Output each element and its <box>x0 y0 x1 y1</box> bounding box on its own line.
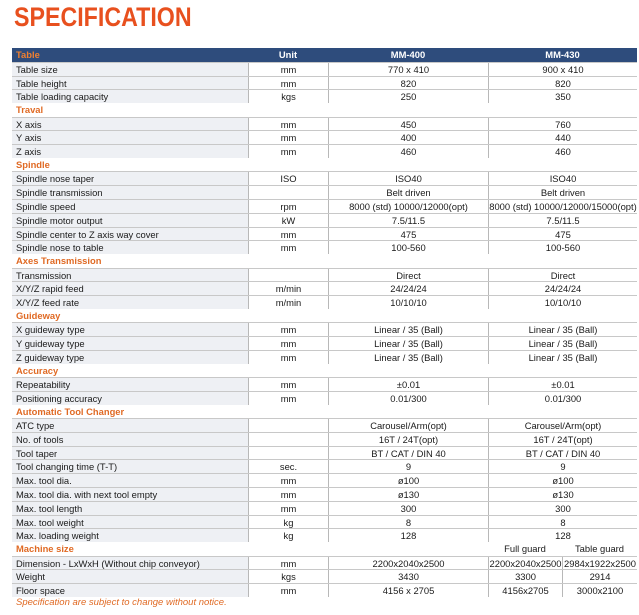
spec-item: Dimension - LxWxH (Without chip conveyor) <box>12 557 248 570</box>
spec-item: Table size <box>12 63 248 76</box>
section-title: Machine size <box>16 543 74 555</box>
spec-mm430: 460 <box>488 145 637 158</box>
spec-mm400: ø130 <box>328 488 488 501</box>
spec-item: Max. tool dia. <box>12 474 248 487</box>
spec-mm400: 770 x 410 <box>328 63 488 76</box>
spec-mm430: ø100 <box>488 474 637 487</box>
spec-mm430: 7.5/11.5 <box>488 214 637 227</box>
spec-mm430: 350 <box>488 90 637 103</box>
spec-item: X/Y/Z rapid feed <box>12 282 248 295</box>
spec-mm400: 0.01/300 <box>328 392 488 405</box>
spec-mm430-full-guard: 2200x2040x2500 <box>489 557 562 569</box>
table-row <box>12 556 637 570</box>
table-row <box>12 322 637 336</box>
section-row <box>12 309 637 322</box>
spec-unit: mm <box>248 351 328 364</box>
table-row <box>12 117 637 131</box>
spec-mm430: Direct <box>488 269 637 282</box>
spec-unit: kg <box>248 516 328 529</box>
section-title: Traval <box>16 104 44 116</box>
table-row <box>12 295 637 309</box>
spec-mm430: 16T / 24T(opt) <box>488 433 637 446</box>
spec-item: Spindle nose taper <box>12 172 248 185</box>
spec-mm430: Linear / 35 (Ball) <box>488 337 637 350</box>
spec-mm430: Carousel/Arm(opt) <box>488 419 637 432</box>
table-row <box>12 459 637 473</box>
spec-mm430: 128 <box>488 529 637 542</box>
spec-unit: mm <box>248 77 328 90</box>
spacer <box>248 542 328 555</box>
spec-unit <box>248 419 328 432</box>
spec-mm400: 16T / 24T(opt) <box>328 433 488 446</box>
table-row <box>12 213 637 227</box>
table-row <box>12 391 637 405</box>
spec-mm400: Linear / 35 (Ball) <box>328 337 488 350</box>
spec-mm400: 24/24/24 <box>328 282 488 295</box>
section-title: Accuracy <box>16 364 59 376</box>
table-row <box>12 528 637 542</box>
spec-mm430-table-guard: 3000x2100 <box>562 584 637 597</box>
footnote: Specification are subject to change without notice. <box>16 597 227 608</box>
spec-mm430: 9 <box>488 460 637 473</box>
table-body <box>12 62 637 542</box>
spec-unit: ISO <box>248 172 328 185</box>
spec-unit: m/min <box>248 296 328 309</box>
spec-mm430: ø130 <box>488 488 637 501</box>
guard-table-label: Table guard <box>575 543 624 555</box>
spec-item: ATC type <box>12 419 248 432</box>
spec-mm400: 460 <box>328 145 488 158</box>
spec-item: Table loading capacity <box>12 90 248 103</box>
section-row <box>12 405 637 418</box>
spec-unit: kgs <box>248 90 328 103</box>
spec-mm400: 7.5/11.5 <box>328 214 488 227</box>
spec-item: Spindle speed <box>12 200 248 213</box>
spec-item: X/Y/Z feed rate <box>12 296 248 309</box>
spec-mm430: BT / CAT / DIN 40 <box>488 447 637 460</box>
spec-item: Spindle center to Z axis way cover <box>12 228 248 241</box>
spec-unit: rpm <box>248 200 328 213</box>
spec-unit: mm <box>248 337 328 350</box>
spec-unit: mm <box>248 557 328 570</box>
spec-mm430: Belt driven <box>488 186 637 199</box>
section-row <box>12 158 637 171</box>
table-row <box>12 185 637 199</box>
spec-unit: mm <box>248 378 328 391</box>
spec-mm430-full-guard: 4156x2705 <box>488 584 562 597</box>
spec-mm430: ±0.01 <box>488 378 637 391</box>
spec-mm400: Linear / 35 (Ball) <box>328 351 488 364</box>
section-row <box>12 364 637 377</box>
spec-mm400: Direct <box>328 269 488 282</box>
table-row <box>12 336 637 350</box>
spec-mm430: 100-560 <box>488 241 637 254</box>
spec-mm400: 475 <box>328 228 488 241</box>
spec-unit: mm <box>248 392 328 405</box>
spec-mm400: 8 <box>328 516 488 529</box>
spec-unit: mm <box>248 323 328 336</box>
spec-mm400: 100-560 <box>328 241 488 254</box>
table-row <box>12 281 637 295</box>
spec-mm430: 8000 (std) 10000/12000/15000(opt) <box>489 200 637 212</box>
spacer <box>328 542 488 555</box>
spec-mm430-table-guard: 2914 <box>562 570 637 583</box>
table-row <box>12 227 637 241</box>
spec-mm400: 3430 <box>328 570 488 583</box>
table-row <box>12 473 637 487</box>
spec-mm430: 300 <box>488 502 637 515</box>
spec-mm430: 820 <box>488 77 637 90</box>
spec-unit: mm <box>248 488 328 501</box>
spec-unit: mm <box>248 118 328 131</box>
spec-mm400: 300 <box>328 502 488 515</box>
spec-item: Max. tool dia. with next tool empty <box>12 488 248 501</box>
table-row <box>12 377 637 391</box>
spec-mm430: 900 x 410 <box>488 63 637 76</box>
table-row <box>12 62 637 76</box>
spec-unit: mm <box>248 502 328 515</box>
spec-item: Tool taper <box>12 447 248 460</box>
spec-mm430: 440 <box>488 131 637 144</box>
spec-unit: mm <box>248 145 328 158</box>
header-mm430: MM-430 <box>545 49 580 60</box>
table-row <box>12 446 637 460</box>
spec-item: Max. loading weight <box>12 529 248 542</box>
section-title: Spindle <box>16 158 50 170</box>
spec-item: Max. tool length <box>12 502 248 515</box>
spec-mm430: 475 <box>488 228 637 241</box>
header-mm400: MM-400 <box>390 49 426 60</box>
table-row <box>12 418 637 432</box>
spec-mm430-table-guard: 2984x1922x2500 <box>562 557 637 570</box>
section-title: Automatic Tool Changer <box>16 405 125 417</box>
spec-mm400: 128 <box>328 529 488 542</box>
table-row <box>12 144 637 158</box>
section-row <box>12 542 637 555</box>
table-row <box>12 432 637 446</box>
spec-item: Positioning accuracy <box>12 392 248 405</box>
table-row <box>12 199 637 213</box>
spec-item: Z axis <box>12 145 248 158</box>
spec-item: Floor space <box>12 584 248 597</box>
spec-mm400: 250 <box>328 90 488 103</box>
header-item: Table <box>16 49 40 60</box>
spec-unit <box>248 269 328 282</box>
spec-mm430-full-guard: 3300 <box>488 570 562 583</box>
spec-item: Y guideway type <box>12 337 248 350</box>
spec-mm400: 4156 x 2705 <box>328 584 488 597</box>
spec-mm400: 8000 (std) 10000/12000(opt) <box>328 200 488 213</box>
spec-mm400: 450 <box>328 118 488 131</box>
spec-mm430: 10/10/10 <box>488 296 637 309</box>
spec-unit: kgs <box>248 570 328 583</box>
spec-item: Spindle transmission <box>12 186 248 199</box>
header-unit: Unit <box>278 49 298 60</box>
spec-unit: kW <box>248 214 328 227</box>
section-title: Axes Transmission <box>16 255 102 267</box>
spec-mm400: 400 <box>328 131 488 144</box>
spec-item: X guideway type <box>12 323 248 336</box>
spec-mm400: 10/10/10 <box>328 296 488 309</box>
spec-unit: mm <box>248 584 328 597</box>
table-row <box>12 583 637 597</box>
spec-mm430: 760 <box>488 118 637 131</box>
spec-unit: mm <box>248 474 328 487</box>
page-title: SPECIFICATION <box>14 2 192 32</box>
spec-unit: mm <box>248 131 328 144</box>
spec-unit: sec. <box>248 460 328 473</box>
table-row <box>12 240 637 254</box>
table-row <box>12 268 637 282</box>
spec-mm400: ±0.01 <box>328 378 488 391</box>
machine-size-block <box>12 542 637 597</box>
section-row <box>12 254 637 267</box>
table-row <box>12 569 637 583</box>
table-row <box>12 89 637 103</box>
spec-item: X axis <box>12 118 248 131</box>
spec-unit <box>248 186 328 199</box>
table-row <box>12 515 637 529</box>
spec-mm400: 2200x2040x2500 <box>328 557 488 570</box>
spec-mm430: Linear / 35 (Ball) <box>488 323 637 336</box>
specification-table <box>12 48 637 597</box>
table-row <box>12 76 637 90</box>
spec-item: Max. tool weight <box>12 516 248 529</box>
table-row <box>12 501 637 515</box>
table-row <box>12 171 637 185</box>
spec-unit: m/min <box>248 282 328 295</box>
spec-mm430: 0.01/300 <box>488 392 637 405</box>
spec-unit <box>248 447 328 460</box>
spec-item: Table height <box>12 77 248 90</box>
spec-unit: mm <box>248 228 328 241</box>
spec-unit: mm <box>248 241 328 254</box>
spec-unit <box>248 433 328 446</box>
section-row <box>12 103 637 116</box>
spec-item: Tool changing time (T-T) <box>12 460 248 473</box>
spec-mm400: ø100 <box>328 474 488 487</box>
spec-item: Y axis <box>12 131 248 144</box>
spec-mm430: ISO40 <box>488 172 637 185</box>
section-title: Guideway <box>16 309 61 321</box>
spec-item: Z guideway type <box>12 351 248 364</box>
spec-mm400: Belt driven <box>328 186 488 199</box>
table-row <box>12 350 637 364</box>
table-row <box>12 487 637 501</box>
table-row <box>12 130 637 144</box>
spec-mm430: 24/24/24 <box>488 282 637 295</box>
spec-mm430: 8 <box>488 516 637 529</box>
spec-item: Spindle motor output <box>12 214 248 227</box>
spec-item: Weight <box>12 570 248 583</box>
spec-unit: kg <box>248 529 328 542</box>
spec-item: Repeatability <box>12 378 248 391</box>
spec-mm400: ISO40 <box>328 172 488 185</box>
spec-mm400: Carousel/Arm(opt) <box>328 419 488 432</box>
table-header-row <box>12 48 637 62</box>
spec-item: No. of tools <box>12 433 248 446</box>
spec-mm400: 9 <box>328 460 488 473</box>
guard-full-label: Full guard <box>504 543 546 555</box>
spec-mm430: Linear / 35 (Ball) <box>488 351 637 364</box>
spec-mm400: 820 <box>328 77 488 90</box>
spec-mm400: Linear / 35 (Ball) <box>328 323 488 336</box>
spec-item: Spindle nose to table <box>12 241 248 254</box>
spec-mm400: BT / CAT / DIN 40 <box>328 447 488 460</box>
spec-item: Transmission <box>12 269 248 282</box>
spec-unit: mm <box>248 63 328 76</box>
